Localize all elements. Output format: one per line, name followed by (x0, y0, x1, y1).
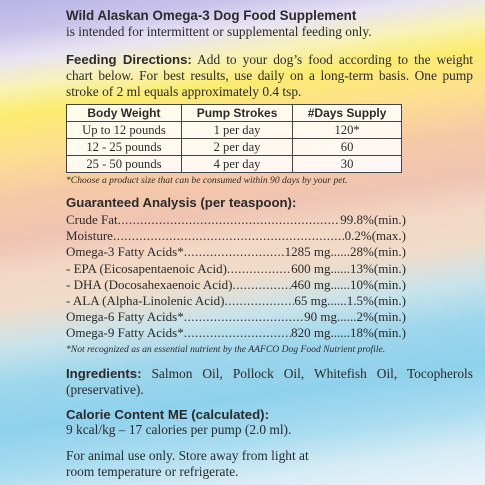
analysis-row-dha (66, 277, 406, 293)
calorie-section (66, 407, 473, 438)
analysis-row-omega-6 (66, 309, 406, 325)
leader-dots (225, 293, 295, 309)
ingredients-text: Salmon Oil, Pollock Oil, Whitefish Oil, Tocopherols (preservative). (66, 365, 473, 397)
feeding-table-header-row (67, 105, 402, 122)
table-row (67, 156, 402, 173)
analysis-percent: 18%(min.) (350, 325, 406, 341)
table-cell: 60 (293, 139, 402, 156)
analysis-percent: 99.8%(min.) (340, 212, 406, 227)
table-cell: 12 - 25 pounds (67, 139, 182, 156)
analysis-mg: 90 mg (304, 309, 338, 325)
leader-dots (227, 261, 291, 277)
feeding-table (66, 104, 402, 173)
leader-dots (331, 261, 351, 277)
analysis-percent: 10%(min.) (350, 276, 406, 292)
analysis-row-crude-fat (66, 212, 406, 228)
analysis-mg: 820 mg (291, 325, 331, 341)
leader-dots (331, 244, 351, 260)
leader-dots (113, 228, 345, 244)
table-cell: 1 per day (181, 122, 292, 139)
leader-dots (331, 277, 351, 293)
feeding-text: Add to your dog’s food according to the weight chart below. For best results, use daily on a long-term basis. One pump stroke of 2 ml equals approximately 0.4 tsp. (66, 52, 473, 99)
analysis-row-omega-3 (66, 244, 406, 260)
table-cell: 25 - 50 pounds (67, 156, 182, 173)
analysis-label: - EPA (Eicosapentaenoic Acid) (66, 260, 227, 276)
col-header-pump-strokes: Pump Strokes (181, 105, 292, 122)
feeding-directions (66, 52, 473, 100)
analysis-heading: Guaranteed Analysis (per teaspoon): (66, 195, 297, 210)
analysis-row-ala (66, 293, 406, 309)
table-row (67, 139, 402, 156)
analysis-label: Omega-9 Fatty Acids* (66, 325, 184, 341)
analysis-percent: 0.2%(max.) (344, 228, 406, 244)
table-cell: 2 per day (181, 139, 292, 156)
col-header-days-supply: #Days Supply (293, 105, 402, 122)
table-cell: Up to 12 pounds (67, 122, 182, 139)
analysis-label: Crude Fat (66, 212, 118, 227)
footer (66, 448, 473, 480)
analysis-percent: 1.5%(min.) (346, 293, 406, 309)
leader-dots (118, 212, 341, 228)
col-header-body-weight: Body Weight (67, 105, 182, 122)
table-cell: 30 (293, 156, 402, 173)
analysis-mg: 600 mg (291, 260, 331, 276)
analysis-percent: 2%(min.) (356, 309, 406, 325)
footer-line-2: room temperature or refrigerate. (66, 463, 239, 479)
leader-dots (337, 309, 357, 325)
analysis-label: - DHA (Docosahexaenoic Acid) (66, 276, 233, 292)
analysis-label: Omega-3 Fatty Acids* (66, 244, 184, 260)
footer-line-1: For animal use only. Store away from light at (66, 447, 309, 463)
analysis-mg: 460 mg (291, 276, 331, 292)
calorie-text: 9 kcal/kg – 17 calories per pump (2.0 ml). (66, 421, 292, 437)
analysis-percent: 13%(min.) (350, 260, 406, 276)
analysis-label: Moisture (66, 228, 113, 244)
table-cell: 120* (293, 122, 402, 139)
guaranteed-analysis-list (66, 212, 406, 342)
table-row (67, 122, 402, 139)
analysis-note: *Not recognized as an essential nutrient by the AAFCO Dog Food Nutrient profile. (66, 343, 386, 355)
feeding-table-note: *Choose a product size that can be consumed within 90 days by your pet. (66, 175, 348, 186)
analysis-mg: 1285 mg (284, 244, 331, 260)
leader-dots (184, 325, 291, 341)
feeding-heading: Feeding Directions: (66, 52, 192, 67)
leader-dots (327, 293, 347, 309)
leader-dots (232, 277, 291, 293)
analysis-label: Omega-6 Fatty Acids* (66, 309, 184, 325)
analysis-row-epa (66, 261, 406, 277)
leader-dots (184, 244, 285, 260)
analysis-row-omega-9 (66, 325, 406, 341)
ingredients-heading: Ingredients: (66, 365, 142, 381)
product-title: Wild Alaskan Omega-3 Dog Food Supplement (66, 8, 357, 23)
leader-dots (184, 309, 304, 325)
analysis-mg: 65 mg (294, 293, 328, 309)
calorie-heading: Calorie Content ME (calculated): (66, 406, 269, 422)
analysis-label: - ALA (Alpha-Linolenic Acid) (66, 293, 225, 309)
product-subtitle: is intended for intermittent or supplemental feeding only. (66, 24, 372, 39)
analysis-percent: 28%(min.) (350, 244, 406, 260)
leader-dots (331, 325, 351, 341)
ingredients (66, 366, 473, 398)
analysis-row-moisture (66, 228, 406, 244)
table-cell: 4 per day (181, 156, 292, 173)
